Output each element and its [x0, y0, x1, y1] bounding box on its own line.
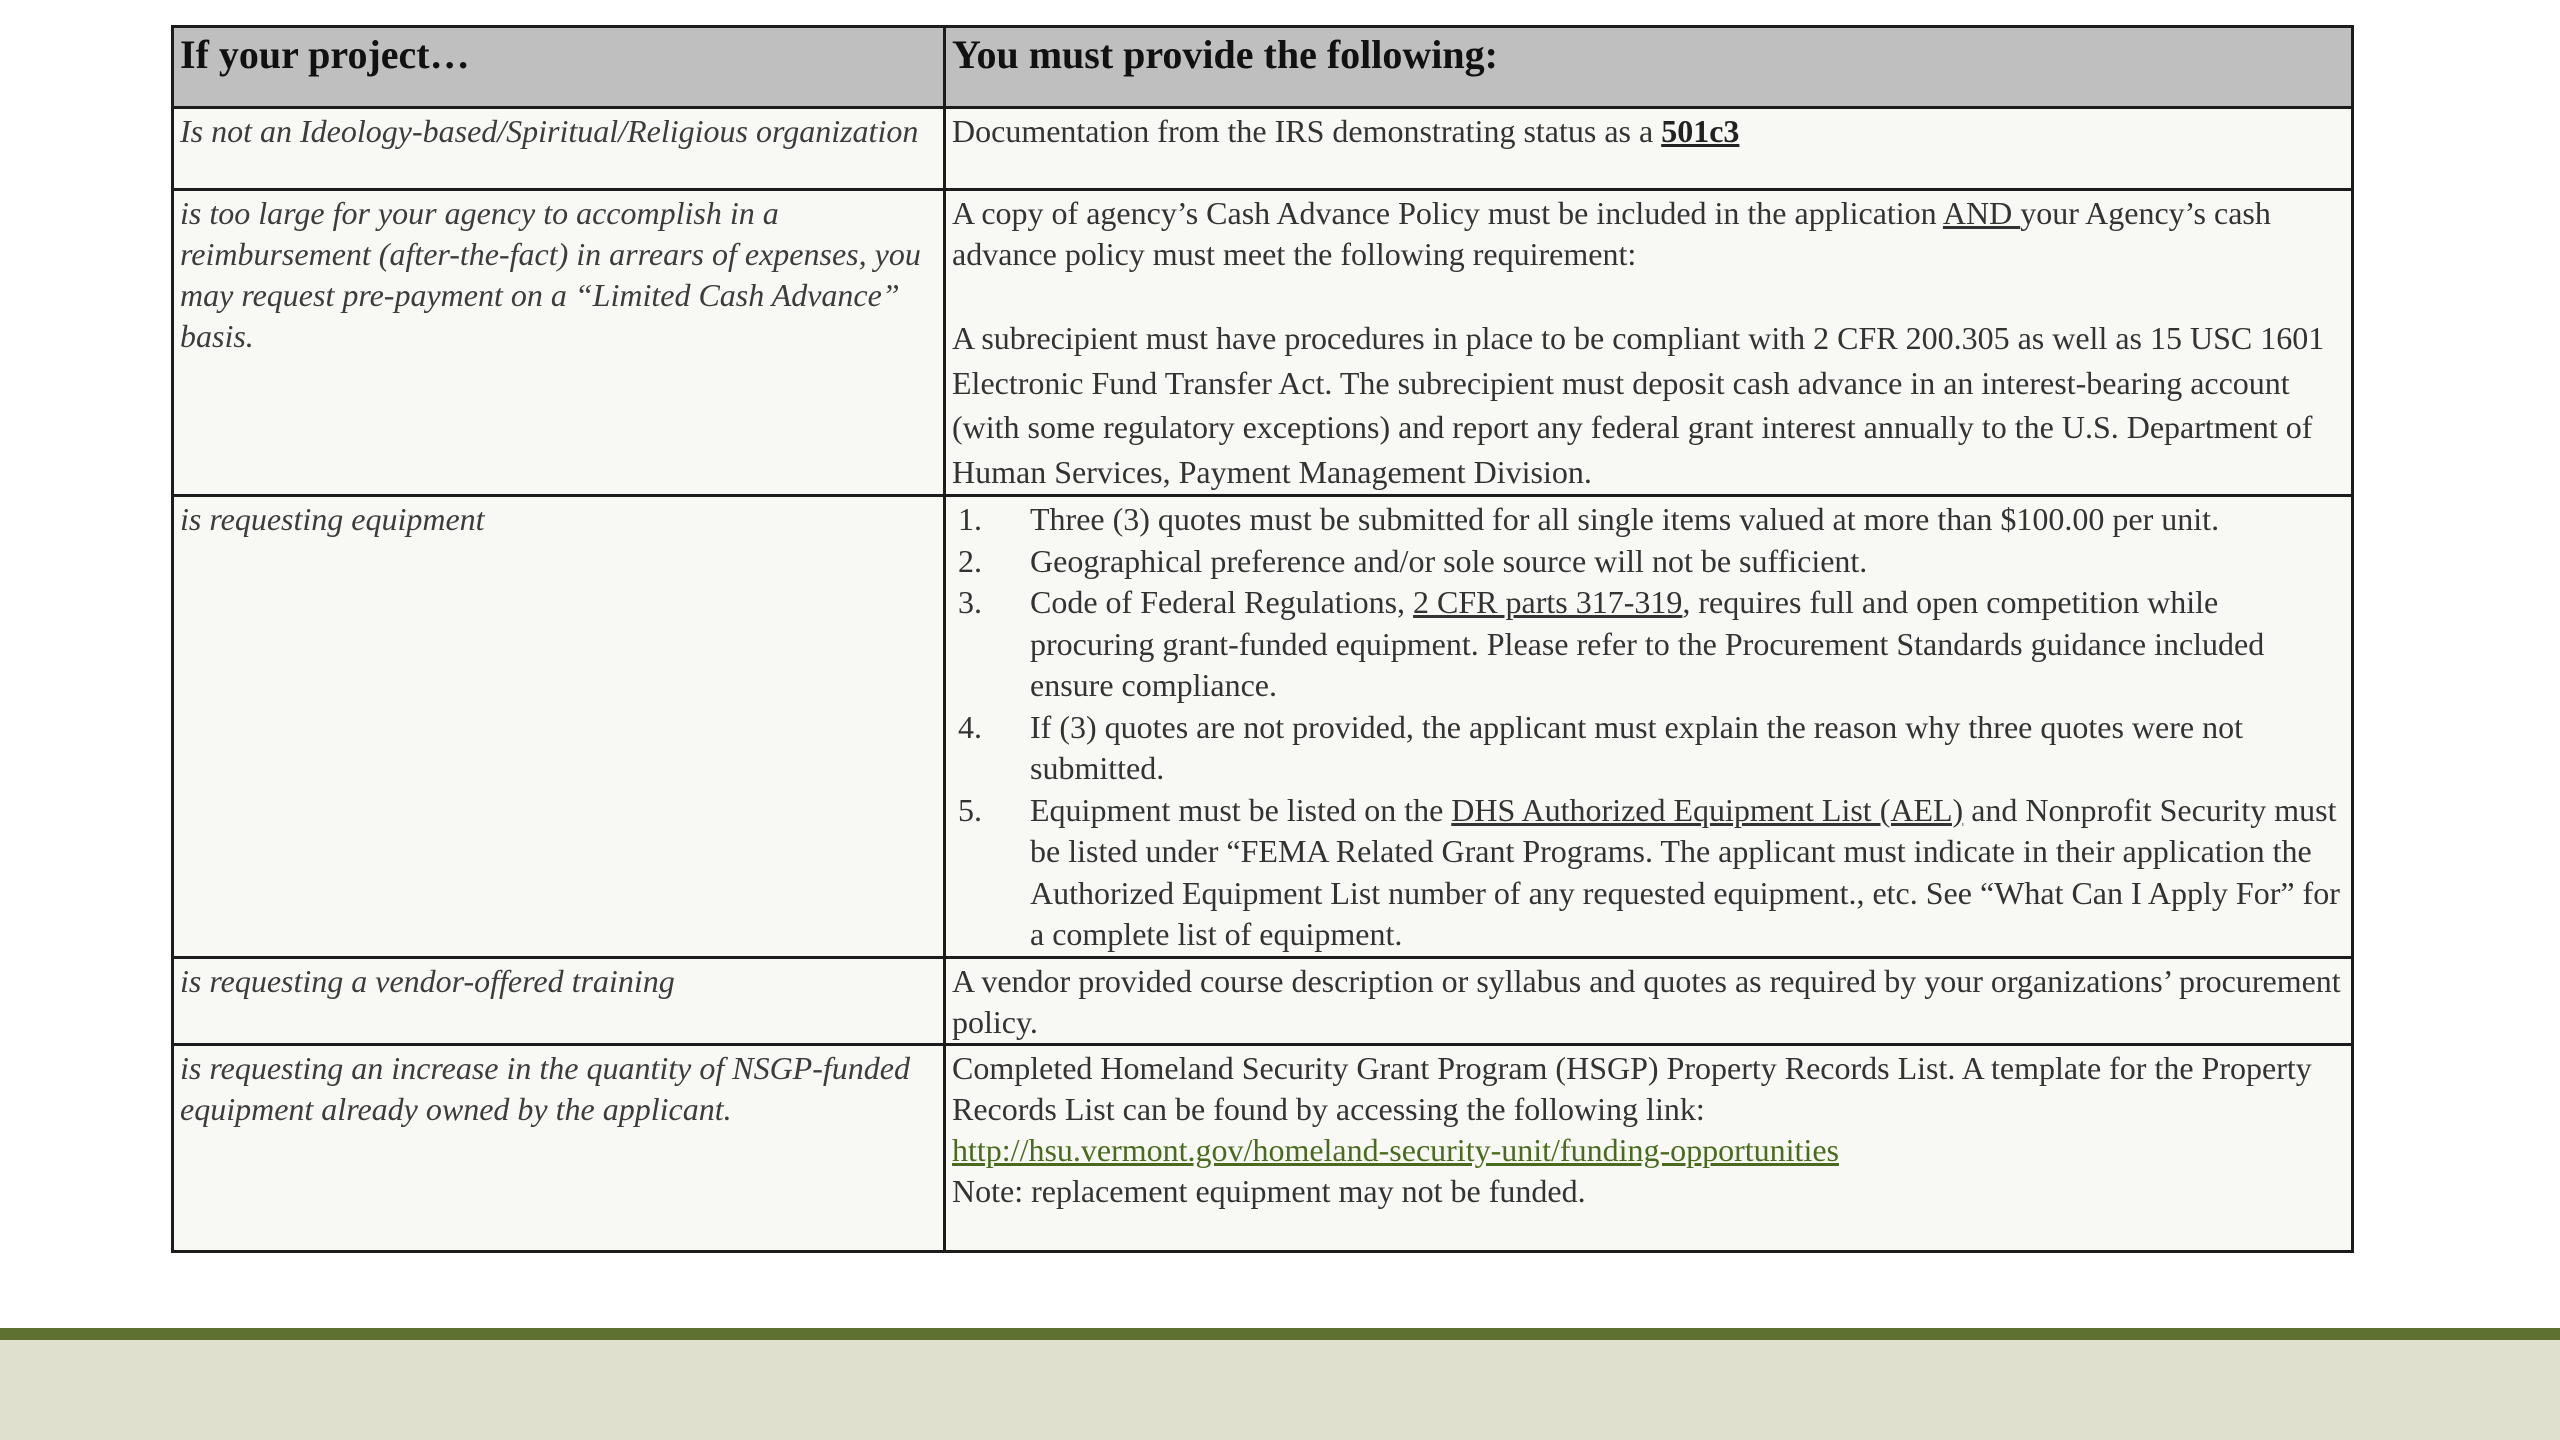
- requirement-cell: [945, 190, 2353, 496]
- condition-cell: is too large for your agency to accomplish in a reimbursement (after-the-fact) in arrears of expenses, you may request pre-payment on a “Limited Cash Advance” basis.: [173, 190, 945, 496]
- cfr-reference: 2 CFR parts 317-319: [1413, 584, 1683, 620]
- requirement-text: Documentation from the IRS demonstrating status as a: [952, 113, 1662, 149]
- cash-policy-paragraph: [952, 193, 2345, 275]
- text-run: A copy of agency’s Cash Advance Policy must be included in the application: [952, 195, 1943, 231]
- status-501c3: 501c3: [1661, 113, 1740, 149]
- replacement-note: Note: replacement equipment may not be funded.: [952, 1172, 1586, 1209]
- footer-rule: [0, 1328, 2560, 1340]
- text-run: your Agency’s cash advance policy must meet the following requirement:: [952, 195, 2271, 272]
- text-run: , requires full and open competition while procuring grant-funded equipment. Please refer to the Procurement Standards guidance included ensure compliance.: [1030, 584, 2265, 703]
- compliance-paragraph: A subrecipient must have procedures in place to be compliant with 2 CFR 200.305 as well as 15 USC 1601 Electronic Fund Transfer Act. The subrecipient must deposit cash advance in an interest-bearing account (with some regulatory exceptions) and report any federal grant interest annually to the U.S. Department of Human Services, Payment Management Division.: [952, 320, 2325, 490]
- list-text: [1030, 790, 2345, 956]
- footer-band: [0, 1340, 2560, 1440]
- table-row-cash-advance: [173, 190, 2353, 496]
- paragraph-gap: [952, 275, 2345, 316]
- condition-cell: Is not an Ideology-based/Spiritual/Religious organization: [173, 108, 945, 190]
- ael-reference: DHS Authorized Equipment List (AEL): [1451, 791, 1964, 828]
- table-row-equipment: [173, 496, 2353, 958]
- list-text: If (3) quotes are not provided, the applicant must explain the reason why three quotes were not submitted.: [1030, 708, 2243, 786]
- text-run: Code of Federal Regulations,: [1030, 584, 1414, 620]
- requirement-cell: A vendor provided course description or syllabus and quotes as required by your organizations’ procurement policy.: [945, 957, 2353, 1044]
- list-text: Three (3) quotes must be submitted for all single items valued at more than $100.00 per unit.: [1030, 501, 2220, 537]
- list-number: 2.: [958, 542, 982, 579]
- list-number: 1.: [958, 501, 982, 537]
- text-run-underlined: AND: [1942, 195, 2021, 231]
- list-item: [952, 707, 2345, 790]
- requirement-cell: [945, 496, 2353, 958]
- list-item: [952, 499, 2345, 541]
- table-row-training: [173, 957, 2353, 1044]
- list-number: 4.: [958, 708, 982, 745]
- condition-cell: is requesting an increase in the quantity of NSGP-funded equipment already owned by the applicant.: [173, 1044, 945, 1251]
- funding-opportunities-link[interactable]: http://hsu.vermont.gov/homeland-security-unit/funding-opportunities: [952, 1131, 1839, 1168]
- requirements-table: [171, 25, 2354, 1253]
- list-text: [1030, 582, 2345, 707]
- table-row-equipment-increase: [173, 1044, 2353, 1251]
- requirement-cell: [945, 1044, 2353, 1251]
- table-row-501c3: [173, 108, 2353, 190]
- text-run: and Nonprofit Security must be listed under “FEMA Related Grant Programs. The applicant must indicate in their application the Authorized Equipment List number of any requested equipment., etc. See “What Can I Apply For” for a complete list of equipment.: [1030, 791, 2340, 952]
- list-text: Geographical preference and/or sole source will not be sufficient.: [1030, 542, 1868, 579]
- header-condition: If your project…: [173, 27, 945, 108]
- property-records-text: Completed Homeland Security Grant Program (HSGP) Property Records List. A template for the Property Records List can be found by accessing the following link:: [952, 1049, 2312, 1127]
- condition-cell: is requesting a vendor-offered training: [173, 957, 945, 1044]
- requirement-cell: [945, 108, 2353, 190]
- text-run: Equipment must be listed on the: [1030, 791, 1452, 828]
- condition-cell: is requesting equipment: [173, 496, 945, 958]
- list-item: [952, 541, 2345, 583]
- list-item: [952, 790, 2345, 956]
- list-item: [952, 582, 2345, 707]
- list-number: 3.: [958, 584, 982, 620]
- equipment-requirements-list: [952, 499, 2345, 956]
- header-requirement: You must provide the following:: [945, 27, 2353, 108]
- list-number: 5.: [958, 791, 982, 828]
- table-header-row: [173, 27, 2353, 108]
